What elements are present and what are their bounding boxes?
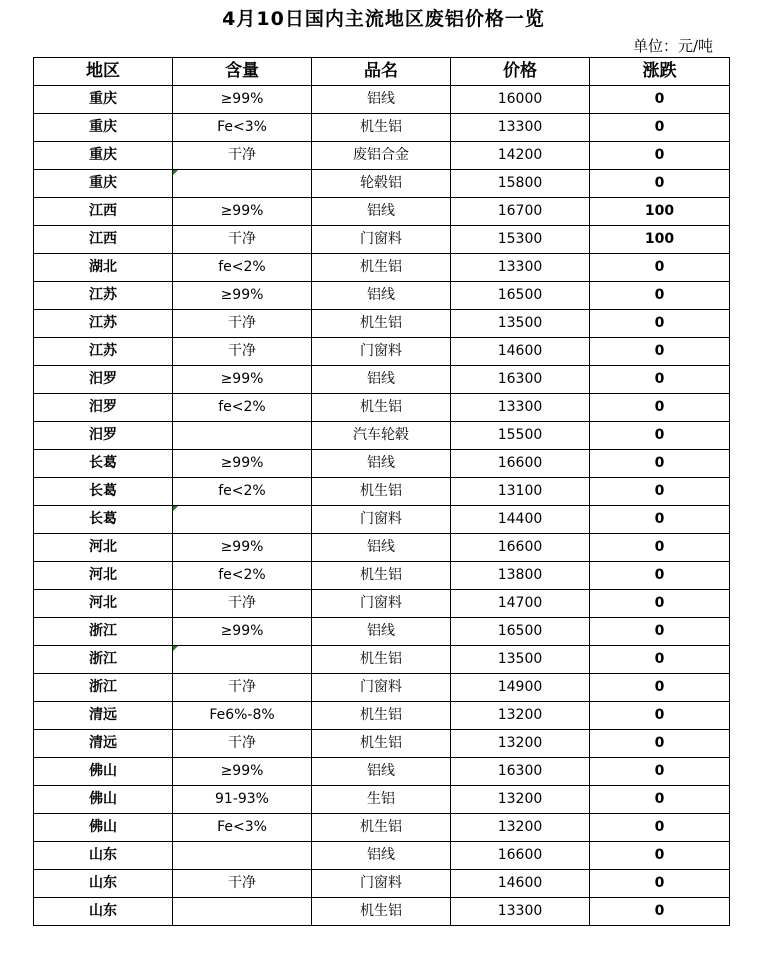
cell-content: Fe<3%: [173, 814, 312, 842]
cell-change: 0: [590, 730, 730, 758]
table-row: [34, 842, 730, 870]
cell-change: 0: [590, 254, 730, 282]
table-row: [34, 646, 730, 674]
cell-content: ≥99%: [173, 450, 312, 478]
cell-region: 浙江: [34, 646, 173, 674]
cell-change: 0: [590, 422, 730, 450]
cell-price: 13300: [451, 254, 590, 282]
cell-content: [173, 422, 312, 450]
cell-product: 铝线: [312, 198, 451, 226]
cell-product: 门窗料: [312, 870, 451, 898]
table-row: [34, 758, 730, 786]
cell-price: 14600: [451, 870, 590, 898]
cell-region: 长葛: [34, 478, 173, 506]
cell-change: 0: [590, 478, 730, 506]
cell-product: 铝线: [312, 758, 451, 786]
table-row: [34, 590, 730, 618]
cell-price: 13100: [451, 478, 590, 506]
cell-change: 0: [590, 646, 730, 674]
cell-price: 16300: [451, 758, 590, 786]
cell-change: 0: [590, 142, 730, 170]
cell-price: 13200: [451, 814, 590, 842]
cell-region: 重庆: [34, 170, 173, 198]
cell-content: [173, 170, 312, 198]
cell-region: 重庆: [34, 86, 173, 114]
table-row: [34, 870, 730, 898]
cell-content: Fe6%-8%: [173, 702, 312, 730]
cell-change: 0: [590, 842, 730, 870]
cell-price: 13500: [451, 646, 590, 674]
header-change: 涨跌: [590, 58, 730, 86]
cell-product: 铝线: [312, 366, 451, 394]
table-row: [34, 282, 730, 310]
cell-content: ≥99%: [173, 618, 312, 646]
table-row: [34, 114, 730, 142]
cell-price: 13300: [451, 394, 590, 422]
cell-content: 干净: [173, 730, 312, 758]
table-header-row: [34, 58, 730, 86]
cell-content: 干净: [173, 142, 312, 170]
cell-region: 江苏: [34, 282, 173, 310]
cell-change: 0: [590, 114, 730, 142]
cell-content: 干净: [173, 338, 312, 366]
cell-product: 废铝合金: [312, 142, 451, 170]
cell-content: [173, 506, 312, 534]
cell-product: 铝线: [312, 86, 451, 114]
header-price: 价格: [451, 58, 590, 86]
comment-marker-icon: [173, 506, 178, 511]
cell-change: 0: [590, 898, 730, 926]
cell-price: 15800: [451, 170, 590, 198]
cell-region: 山东: [34, 870, 173, 898]
cell-change: 0: [590, 366, 730, 394]
table-row: [34, 618, 730, 646]
cell-content: [173, 898, 312, 926]
comment-marker-icon: [173, 170, 178, 175]
cell-product: 机生铝: [312, 114, 451, 142]
cell-content: ≥99%: [173, 366, 312, 394]
cell-content: 干净: [173, 310, 312, 338]
cell-price: 13300: [451, 898, 590, 926]
cell-content: fe<2%: [173, 254, 312, 282]
cell-content: 干净: [173, 870, 312, 898]
cell-product: 轮毂铝: [312, 170, 451, 198]
cell-product: 机生铝: [312, 310, 451, 338]
cell-product: 机生铝: [312, 562, 451, 590]
cell-price: 16600: [451, 534, 590, 562]
table-row: [34, 702, 730, 730]
cell-region: 汨罗: [34, 366, 173, 394]
cell-product: 机生铝: [312, 646, 451, 674]
table-row: [34, 730, 730, 758]
cell-content: Fe<3%: [173, 114, 312, 142]
cell-change: 0: [590, 394, 730, 422]
cell-product: 铝线: [312, 534, 451, 562]
cell-change: 0: [590, 310, 730, 338]
cell-content: ≥99%: [173, 86, 312, 114]
cell-region: 汨罗: [34, 422, 173, 450]
table-row: [34, 898, 730, 926]
cell-content: fe<2%: [173, 562, 312, 590]
cell-price: 16500: [451, 282, 590, 310]
cell-region: 江苏: [34, 310, 173, 338]
cell-price: 16500: [451, 618, 590, 646]
cell-product: 生铝: [312, 786, 451, 814]
cell-price: 14600: [451, 338, 590, 366]
cell-region: 佛山: [34, 758, 173, 786]
cell-price: 16600: [451, 842, 590, 870]
cell-change: 0: [590, 170, 730, 198]
cell-change: 0: [590, 590, 730, 618]
unit-label: 单位：元/吨: [632, 37, 713, 55]
cell-region: 山东: [34, 898, 173, 926]
cell-product: 机生铝: [312, 254, 451, 282]
cell-product: 铝线: [312, 842, 451, 870]
cell-region: 浙江: [34, 618, 173, 646]
cell-price: 13300: [451, 114, 590, 142]
cell-price: 14900: [451, 674, 590, 702]
cell-price: 13800: [451, 562, 590, 590]
table-row: [34, 674, 730, 702]
cell-region: 清远: [34, 702, 173, 730]
cell-region: 江苏: [34, 338, 173, 366]
cell-change: 0: [590, 450, 730, 478]
cell-content: ≥99%: [173, 534, 312, 562]
cell-content: 干净: [173, 674, 312, 702]
cell-region: 河北: [34, 590, 173, 618]
cell-region: 河北: [34, 534, 173, 562]
cell-region: 江西: [34, 198, 173, 226]
cell-price: 14700: [451, 590, 590, 618]
cell-price: 13200: [451, 786, 590, 814]
table-row: [34, 170, 730, 198]
price-table: [33, 57, 730, 926]
cell-content: 干净: [173, 226, 312, 254]
cell-price: 16300: [451, 366, 590, 394]
cell-change: 0: [590, 282, 730, 310]
cell-product: 门窗料: [312, 674, 451, 702]
cell-product: 铝线: [312, 282, 451, 310]
cell-product: 机生铝: [312, 814, 451, 842]
cell-content: ≥99%: [173, 758, 312, 786]
table-row: [34, 506, 730, 534]
cell-product: 机生铝: [312, 478, 451, 506]
table-row: [34, 338, 730, 366]
cell-change: 100: [590, 198, 730, 226]
cell-content: 干净: [173, 590, 312, 618]
cell-product: 门窗料: [312, 226, 451, 254]
cell-content: fe<2%: [173, 394, 312, 422]
cell-product: 门窗料: [312, 590, 451, 618]
cell-price: 13200: [451, 702, 590, 730]
cell-price: 14400: [451, 506, 590, 534]
cell-change: 0: [590, 86, 730, 114]
table-row: [34, 226, 730, 254]
cell-change: 100: [590, 226, 730, 254]
cell-product: 铝线: [312, 450, 451, 478]
cell-region: 湖北: [34, 254, 173, 282]
cell-region: 重庆: [34, 114, 173, 142]
table-row: [34, 310, 730, 338]
table-row: [34, 814, 730, 842]
cell-price: 15300: [451, 226, 590, 254]
cell-change: 0: [590, 506, 730, 534]
table-row: [34, 478, 730, 506]
cell-region: 长葛: [34, 506, 173, 534]
cell-product: 铝线: [312, 618, 451, 646]
cell-region: 清远: [34, 730, 173, 758]
cell-region: 河北: [34, 562, 173, 590]
cell-change: 0: [590, 786, 730, 814]
cell-product: 门窗料: [312, 506, 451, 534]
cell-region: 山东: [34, 842, 173, 870]
cell-product: 门窗料: [312, 338, 451, 366]
cell-product: 机生铝: [312, 898, 451, 926]
cell-product: 机生铝: [312, 394, 451, 422]
table-row: [34, 254, 730, 282]
table-row: [34, 450, 730, 478]
cell-content: [173, 646, 312, 674]
cell-price: 16700: [451, 198, 590, 226]
cell-product: 机生铝: [312, 702, 451, 730]
cell-region: 佛山: [34, 814, 173, 842]
comment-marker-icon: [173, 646, 178, 651]
table-row: [34, 198, 730, 226]
cell-content: [173, 842, 312, 870]
cell-content: 91-93%: [173, 786, 312, 814]
cell-price: 13500: [451, 310, 590, 338]
header-region: 地区: [34, 58, 173, 86]
cell-price: 13200: [451, 730, 590, 758]
table-row: [34, 422, 730, 450]
table-body: [34, 86, 730, 926]
table-row: [34, 562, 730, 590]
table-row: [34, 366, 730, 394]
cell-region: 浙江: [34, 674, 173, 702]
table-row: [34, 786, 730, 814]
cell-price: 15500: [451, 422, 590, 450]
cell-region: 重庆: [34, 142, 173, 170]
header-content: 含量: [173, 58, 312, 86]
cell-content: ≥99%: [173, 282, 312, 310]
cell-region: 汨罗: [34, 394, 173, 422]
cell-price: 16000: [451, 86, 590, 114]
table-row: [34, 142, 730, 170]
cell-change: 0: [590, 814, 730, 842]
table-row: [34, 86, 730, 114]
cell-change: 0: [590, 618, 730, 646]
cell-product: 汽车轮毂: [312, 422, 451, 450]
cell-region: 长葛: [34, 450, 173, 478]
cell-content: ≥99%: [173, 198, 312, 226]
page-title: 4月10日国内主流地区废铝价格一览: [222, 8, 545, 30]
cell-price: 16600: [451, 450, 590, 478]
cell-region: 佛山: [34, 786, 173, 814]
cell-change: 0: [590, 534, 730, 562]
cell-price: 14200: [451, 142, 590, 170]
cell-change: 0: [590, 562, 730, 590]
table-row: [34, 394, 730, 422]
cell-region: 江西: [34, 226, 173, 254]
header-product: 品名: [312, 58, 451, 86]
cell-product: 机生铝: [312, 730, 451, 758]
table-row: [34, 534, 730, 562]
cell-change: 0: [590, 870, 730, 898]
cell-content: fe<2%: [173, 478, 312, 506]
cell-change: 0: [590, 702, 730, 730]
cell-change: 0: [590, 758, 730, 786]
cell-change: 0: [590, 338, 730, 366]
cell-change: 0: [590, 674, 730, 702]
